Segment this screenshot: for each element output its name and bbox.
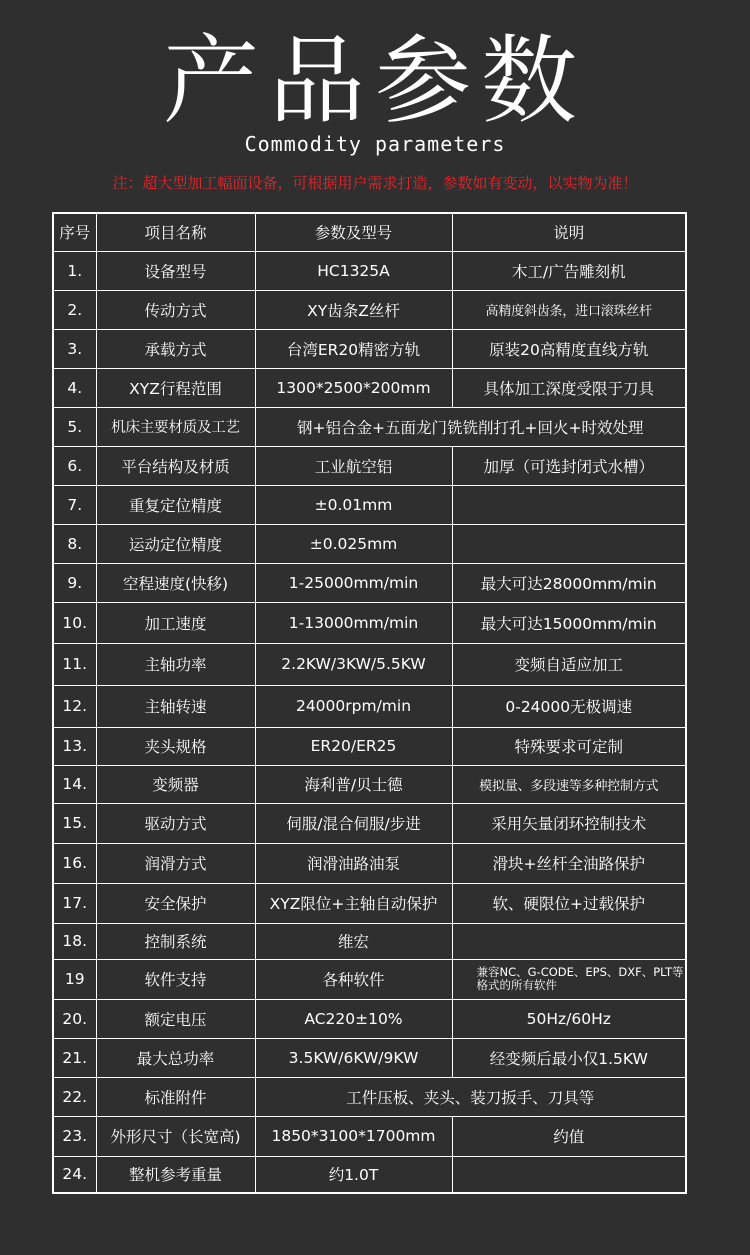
item-param: 1-13000mm/min — [255, 602, 452, 643]
table-row — [53, 685, 686, 727]
item-name: 主轴功率 — [96, 643, 255, 685]
item-name: 软件支持 — [96, 959, 255, 999]
item-desc: 模拟量、多段速等多种控制方式 — [452, 765, 686, 803]
item-param: XYZ限位+主轴自动保护 — [255, 883, 452, 923]
item-desc: 变频自适应加工 — [452, 643, 686, 685]
table-row — [53, 446, 686, 485]
item-desc: 加厚（可选封闭式水槽） — [452, 446, 686, 485]
row-number: 13. — [53, 727, 96, 765]
row-number: 24. — [53, 1156, 96, 1193]
column-header-desc: 说明 — [452, 213, 686, 251]
item-name: 传动方式 — [96, 290, 255, 329]
row-number: 8. — [53, 524, 96, 563]
table-row — [53, 524, 686, 563]
table-row — [53, 923, 686, 959]
item-desc: 最大可达28000mm/min — [452, 563, 686, 602]
item-desc: 0-24000无极调速 — [452, 685, 686, 727]
item-param: XY齿条Z丝杆 — [255, 290, 452, 329]
item-name: 外形尺寸（长宽高) — [96, 1116, 255, 1156]
item-name: 设备型号 — [96, 251, 255, 290]
row-number: 11. — [53, 643, 96, 685]
item-desc: 约值 — [452, 1116, 686, 1156]
row-number: 5. — [53, 407, 96, 446]
item-name: 控制系统 — [96, 923, 255, 959]
row-number: 15. — [53, 803, 96, 843]
item-desc — [452, 923, 686, 959]
item-name: 驱动方式 — [96, 803, 255, 843]
item-desc: 50Hz/60Hz — [452, 999, 686, 1038]
item-desc: 木工/广告雕刻机 — [452, 251, 686, 290]
row-number: 18. — [53, 923, 96, 959]
table-row — [53, 1077, 686, 1116]
page-title: 产品参数 — [163, 25, 587, 137]
item-name: 夹头规格 — [96, 727, 255, 765]
item-desc — [452, 524, 686, 563]
item-desc: 滑块+丝杆全油路保护 — [452, 843, 686, 883]
table-row — [53, 959, 686, 999]
table-row — [53, 765, 686, 803]
item-param: 1850*3100*1700mm — [255, 1116, 452, 1156]
table-row — [53, 803, 686, 843]
item-desc: 特殊要求可定制 — [452, 727, 686, 765]
row-number: 16. — [53, 843, 96, 883]
page-subtitle: Commodity parameters — [244, 132, 506, 156]
table-row — [53, 1156, 686, 1193]
row-number: 22. — [53, 1077, 96, 1116]
item-param: AC220±10% — [255, 999, 452, 1038]
table-row — [53, 251, 686, 290]
item-param: ER20/ER25 — [255, 727, 452, 765]
table-header-row — [53, 213, 686, 251]
table-row — [53, 563, 686, 602]
item-desc: 最大可达15000mm/min — [452, 602, 686, 643]
parameters-table — [52, 212, 687, 1194]
item-name: 整机参考重量 — [96, 1156, 255, 1193]
item-name: 机床主要材质及工艺 — [96, 407, 255, 446]
item-desc: 高精度斜齿条，进口滚珠丝杆 — [452, 290, 686, 329]
item-param: 各种软件 — [255, 959, 452, 999]
item-param: 工件压板、夹头、装刀扳手、刀具等 — [255, 1077, 686, 1116]
table-row — [53, 329, 686, 368]
item-name: 承载方式 — [96, 329, 255, 368]
item-desc: 采用矢量闭环控制技术 — [452, 803, 686, 843]
item-param: 伺服/混合伺服/步进 — [255, 803, 452, 843]
item-name: 润滑方式 — [96, 843, 255, 883]
item-name: 变频器 — [96, 765, 255, 803]
row-number: 21. — [53, 1038, 96, 1077]
row-number: 4. — [53, 368, 96, 407]
item-desc: 软、硬限位+过载保护 — [452, 883, 686, 923]
item-name: 额定电压 — [96, 999, 255, 1038]
row-number: 12. — [53, 685, 96, 727]
table-row — [53, 368, 686, 407]
item-name: 加工速度 — [96, 602, 255, 643]
item-param: 台湾ER20精密方轨 — [255, 329, 452, 368]
item-desc: 兼容NC、G-CODE、EPS、DXF、PLT等格式的所有软件 — [452, 959, 686, 999]
column-header-no: 序号 — [53, 213, 96, 251]
row-number: 14. — [53, 765, 96, 803]
item-param: 1300*2500*200mm — [255, 368, 452, 407]
table-row — [53, 407, 686, 446]
table-row — [53, 883, 686, 923]
row-number: 9. — [53, 563, 96, 602]
row-number: 23. — [53, 1116, 96, 1156]
table-row — [53, 1116, 686, 1156]
item-param: 工业航空铝 — [255, 446, 452, 485]
item-param: 24000rpm/min — [255, 685, 452, 727]
table-row — [53, 290, 686, 329]
row-number: 1. — [53, 251, 96, 290]
item-name: 运动定位精度 — [96, 524, 255, 563]
item-name: 重复定位精度 — [96, 485, 255, 524]
table-row — [53, 999, 686, 1038]
item-param: 3.5KW/6KW/9KW — [255, 1038, 452, 1077]
column-header-param: 参数及型号 — [255, 213, 452, 251]
item-name: 标准附件 — [96, 1077, 255, 1116]
item-name: XYZ行程范围 — [96, 368, 255, 407]
item-param: 约1.0T — [255, 1156, 452, 1193]
item-desc: 具体加工深度受限于刀具 — [452, 368, 686, 407]
row-number: 10. — [53, 602, 96, 643]
disclaimer-note: 注：超大型加工幅面设备，可根据用户需求打造，参数如有变动，以实物为准！ — [112, 174, 638, 192]
table-row — [53, 843, 686, 883]
table-row — [53, 485, 686, 524]
item-name: 主轴转速 — [96, 685, 255, 727]
item-name: 最大总功率 — [96, 1038, 255, 1077]
row-number: 7. — [53, 485, 96, 524]
row-number: 6. — [53, 446, 96, 485]
item-desc: 经变频后最小仅1.5KW — [452, 1038, 686, 1077]
item-param: ±0.025mm — [255, 524, 452, 563]
item-name: 平台结构及材质 — [96, 446, 255, 485]
item-param: HC1325A — [255, 251, 452, 290]
row-number: 19 — [53, 959, 96, 999]
table-row — [53, 643, 686, 685]
table-row — [53, 727, 686, 765]
item-desc — [452, 1156, 686, 1193]
column-header-name: 项目名称 — [96, 213, 255, 251]
table-row — [53, 602, 686, 643]
row-number: 3. — [53, 329, 96, 368]
item-param: ±0.01mm — [255, 485, 452, 524]
item-param: 维宏 — [255, 923, 452, 959]
item-desc — [452, 485, 686, 524]
row-number: 2. — [53, 290, 96, 329]
item-param: 2.2KW/3KW/5.5KW — [255, 643, 452, 685]
item-name: 安全保护 — [96, 883, 255, 923]
item-name: 空程速度(快移) — [96, 563, 255, 602]
row-number: 20. — [53, 999, 96, 1038]
item-param: 海利普/贝士德 — [255, 765, 452, 803]
item-param: 1-25000mm/min — [255, 563, 452, 602]
item-param: 润滑油路油泵 — [255, 843, 452, 883]
row-number: 17. — [53, 883, 96, 923]
table-row — [53, 1038, 686, 1077]
item-param: 钢+铝合金+五面龙门铣铣削打孔+回火+时效处理 — [255, 407, 686, 446]
item-desc: 原装20高精度直线方轨 — [452, 329, 686, 368]
